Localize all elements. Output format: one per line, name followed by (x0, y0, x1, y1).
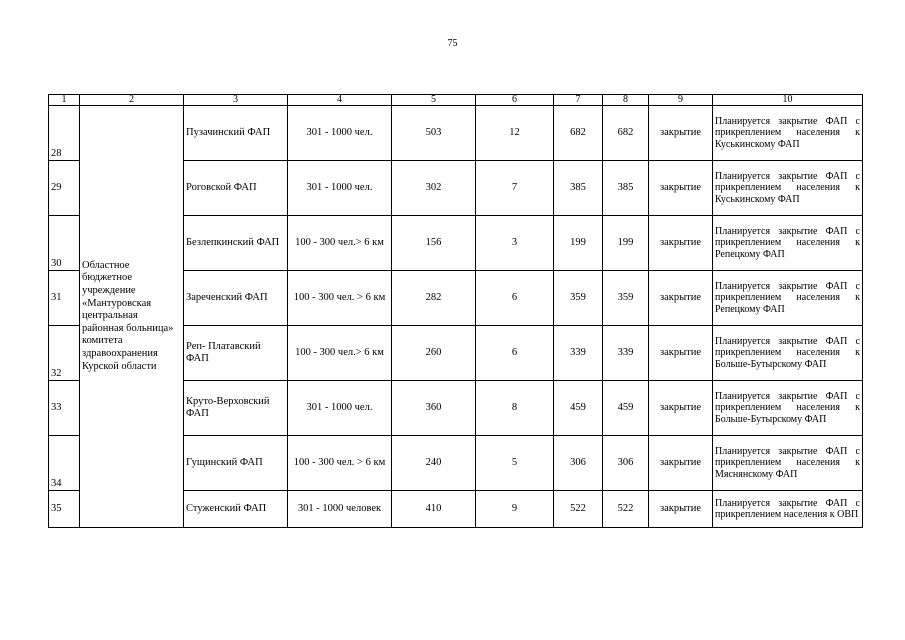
value-col8: 459 (603, 381, 649, 436)
action-cell: закрытие (649, 161, 713, 216)
value-col7: 682 (554, 106, 603, 161)
value-col8: 385 (603, 161, 649, 216)
value-col5: 282 (392, 271, 476, 326)
value-col6: 3 (476, 216, 554, 271)
value-col8: 199 (603, 216, 649, 271)
value-col8: 359 (603, 271, 649, 326)
header-cell: 8 (603, 95, 649, 106)
value-col5: 156 (392, 216, 476, 271)
header-cell: 4 (288, 95, 392, 106)
header-cell: 6 (476, 95, 554, 106)
action-cell: закрытие (649, 381, 713, 436)
population-category: 301 - 1000 чел. (288, 106, 392, 161)
value-col7: 199 (554, 216, 603, 271)
fap-closure-table (48, 94, 863, 528)
note-cell: Планируется закрытие ФАП с прикреплением населения к Больше-Бутырскому ФАП (713, 381, 863, 436)
action-cell: закрытие (649, 271, 713, 326)
row-number: 31 (49, 271, 80, 326)
value-col7: 306 (554, 436, 603, 491)
value-col6: 5 (476, 436, 554, 491)
value-col6: 6 (476, 271, 554, 326)
action-cell: закрытие (649, 491, 713, 528)
action-cell: закрытие (649, 216, 713, 271)
value-col8: 306 (603, 436, 649, 491)
header-cell: 5 (392, 95, 476, 106)
value-col6: 7 (476, 161, 554, 216)
action-cell: закрытие (649, 436, 713, 491)
note-cell: Планируется закрытие ФАП с прикреплением населения к Больше-Бутырскому ФАП (713, 326, 863, 381)
value-col7: 359 (554, 271, 603, 326)
value-col6: 8 (476, 381, 554, 436)
fap-name: Роговской ФАП (184, 161, 288, 216)
table-row (49, 106, 863, 161)
value-col6: 6 (476, 326, 554, 381)
organization-cell: Областное бюджетное учреждение «Мантуровская центральная районная больница» комитета здравоохранения Курской области (80, 106, 184, 528)
note-cell: Планируется закрытие ФАП с прикреплением населения к Куськинскому ФАП (713, 106, 863, 161)
row-number: 28 (49, 106, 80, 161)
header-cell: 2 (80, 95, 184, 106)
header-cell: 7 (554, 95, 603, 106)
fap-name: Реп- Платавский ФАП (184, 326, 288, 381)
value-col7: 522 (554, 491, 603, 528)
population-category: 301 - 1000 чел. (288, 161, 392, 216)
value-col7: 459 (554, 381, 603, 436)
value-col5: 503 (392, 106, 476, 161)
header-cell: 3 (184, 95, 288, 106)
value-col8: 522 (603, 491, 649, 528)
value-col8: 339 (603, 326, 649, 381)
fap-name: Гущинский ФАП (184, 436, 288, 491)
population-category: 100 - 300 чел.> 6 км (288, 326, 392, 381)
fap-name: Круто-Верховский ФАП (184, 381, 288, 436)
value-col8: 682 (603, 106, 649, 161)
header-row (49, 95, 863, 106)
row-number: 29 (49, 161, 80, 216)
fap-name: Пузачинский ФАП (184, 106, 288, 161)
row-number: 33 (49, 381, 80, 436)
value-col6: 12 (476, 106, 554, 161)
value-col5: 302 (392, 161, 476, 216)
fap-name: Безлепкинский ФАП (184, 216, 288, 271)
population-category: 100 - 300 чел. > 6 км (288, 436, 392, 491)
page-number: 75 (447, 38, 458, 49)
action-cell: закрытие (649, 326, 713, 381)
value-col5: 360 (392, 381, 476, 436)
note-cell: Планируется закрытие ФАП с прикреплением населения к Репецкому ФАП (713, 271, 863, 326)
note-cell: Планируется закрытие ФАП с прикреплением населения к ОВП (713, 491, 863, 528)
row-number: 34 (49, 436, 80, 491)
row-number: 32 (49, 326, 80, 381)
fap-name: Стуженский ФАП (184, 491, 288, 528)
population-category: 100 - 300 чел.> 6 км (288, 216, 392, 271)
value-col5: 260 (392, 326, 476, 381)
value-col5: 410 (392, 491, 476, 528)
note-cell: Планируется закрытие ФАП с прикреплением населения к Мяснянскому ФАП (713, 436, 863, 491)
note-cell: Планируется закрытие ФАП с прикреплением населения к Куськинскому ФАП (713, 161, 863, 216)
population-category: 301 - 1000 чел. (288, 381, 392, 436)
value-col6: 9 (476, 491, 554, 528)
value-col7: 339 (554, 326, 603, 381)
row-number: 30 (49, 216, 80, 271)
population-category: 301 - 1000 человек (288, 491, 392, 528)
note-cell: Планируется закрытие ФАП с прикреплением населения к Репецкому ФАП (713, 216, 863, 271)
header-cell: 10 (713, 95, 863, 106)
row-number: 35 (49, 491, 80, 528)
fap-name: Зареченский ФАП (184, 271, 288, 326)
action-cell: закрытие (649, 106, 713, 161)
population-category: 100 - 300 чел. > 6 км (288, 271, 392, 326)
value-col5: 240 (392, 436, 476, 491)
header-cell: 1 (49, 95, 80, 106)
header-cell: 9 (649, 95, 713, 106)
value-col7: 385 (554, 161, 603, 216)
